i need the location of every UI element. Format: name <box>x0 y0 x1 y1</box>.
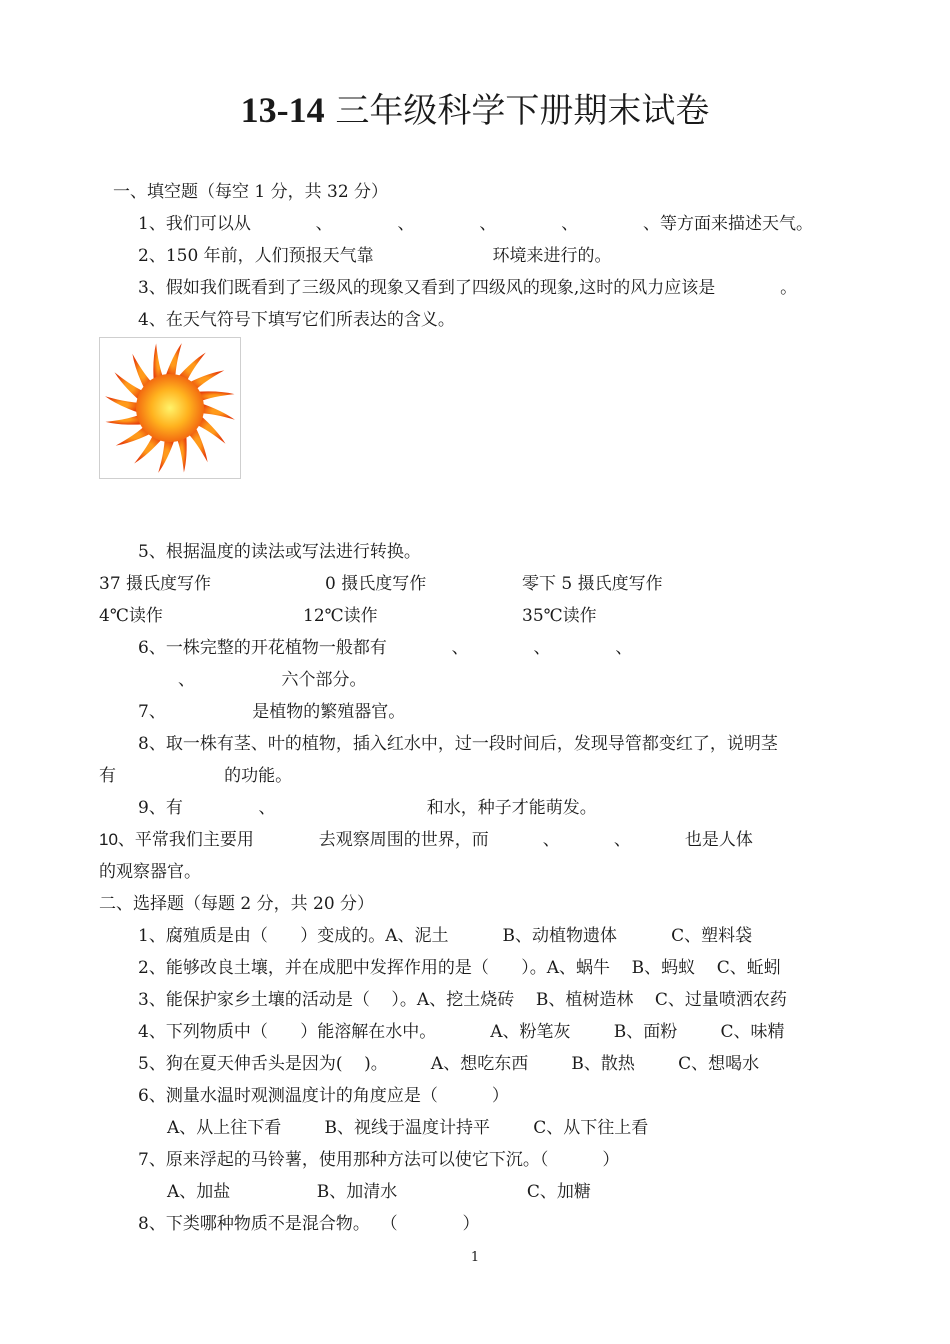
sun-icon <box>99 337 241 479</box>
question-1-10-line1 <box>99 828 753 852</box>
title-text: 三年级科学下册期末试卷 <box>335 91 710 131</box>
question-1-10-line2: 的观察器官。 <box>99 862 201 882</box>
question-1-6-line1: 6、一株完整的开花植物一般都有 、 、 、 <box>138 638 698 658</box>
question-1-1: 1、我们可以从 、 、 、 、 、等方面来描述天气。 <box>138 214 814 234</box>
section1-heading: 一、填空题（每空 1 分，共 32 分） <box>113 182 389 202</box>
section2-heading: 二、选择题（每题 2 分，共 20 分） <box>99 894 375 914</box>
question-2-2: 2、能够改良土壤，并在成肥中发挥作用的是（ ）。A、蜗牛 B、蚂蚁 C、蚯蚓 <box>138 958 781 978</box>
question-2-5: 5、狗在夏天伸舌头是因为( )。 A、想吃东西 B、散热 C、想喝水 <box>138 1054 760 1074</box>
question-1-8-line2: 有 的功能。 <box>99 766 293 786</box>
sun-ray <box>158 438 175 473</box>
question-2-8: 8、下类哪种物质不是混合物。 （ ） <box>138 1214 480 1234</box>
sun-icon-graphic <box>100 338 240 478</box>
question-2-6-options: A、从上往下看 B、视线于温度计持平 C、从下往上看 <box>167 1118 649 1138</box>
title-year: 13-14 <box>240 90 325 130</box>
question-1-4: 4、在天气符号下填写它们所表达的含义。 <box>138 310 455 330</box>
sun-ray <box>165 343 182 378</box>
question-1-8-line1: 8、取一株有茎、叶的植物，插入红水中，过一段时间后，发现导管都变红了，说明茎 <box>138 734 778 754</box>
question-2-4: 4、下列物质中（ ）能溶解在水中。 A、粉笔灰 B、面粉 C、味精 <box>138 1022 785 1042</box>
q5-row2-item3: 35℃读作 <box>522 606 597 626</box>
question-1-6-line2: 、 六个部分。 <box>178 670 367 690</box>
q5-row2-item2: 12℃读作 <box>303 606 378 626</box>
question-2-7-options: A、加盐 B、加清水 C、加糖 <box>167 1182 591 1202</box>
q5-row1-item2: 0 摄氏度写作 <box>325 574 427 594</box>
question-1-7: 7、 是植物的繁殖器官。 <box>138 702 406 722</box>
q5-row2-item1: 4℃读作 <box>99 606 163 626</box>
question-2-3: 3、能保护家乡土壤的活动是（ ）。A、挖土烧砖 B、植树造林 C、过量喷洒农药 <box>138 990 787 1010</box>
page-number: 1 <box>470 1250 480 1265</box>
question-2-1: 1、腐殖质是由（ ）变成的。A、泥土 B、动植物遗体 C、塑料袋 <box>138 926 753 946</box>
question-1-10-number: 10 <box>99 830 118 849</box>
sun-ray <box>200 403 235 420</box>
q5-row1-item3: 零下 5 摄氏度写作 <box>522 574 663 594</box>
sun-ray <box>105 396 140 413</box>
question-2-7: 7、原来浮起的马铃薯，使用那种方法可以使它下沉。（ ） <box>138 1150 620 1170</box>
question-1-5: 5、根据温度的读法或写法进行转换。 <box>138 542 421 562</box>
question-1-2: 2、150 年前，人们预报天气靠 环境来进行的。 <box>138 246 612 266</box>
question-1-9: 9、有 、 和水，种子才能萌发。 <box>138 798 597 818</box>
page-title <box>0 86 950 135</box>
question-2-6: 6、测量水温时观测温度计的角度应是（ ） <box>138 1086 509 1106</box>
question-1-10-text: 、平常我们主要用 去观察周围的世界，而 、 、 也是人体 <box>117 830 753 850</box>
question-1-3: 3、假如我们既看到了三级风的现象又看到了四级风的现象,这时的风力应该是 。 <box>138 278 798 298</box>
q5-row1-item1: 37 摄氏度写作 <box>99 574 212 594</box>
